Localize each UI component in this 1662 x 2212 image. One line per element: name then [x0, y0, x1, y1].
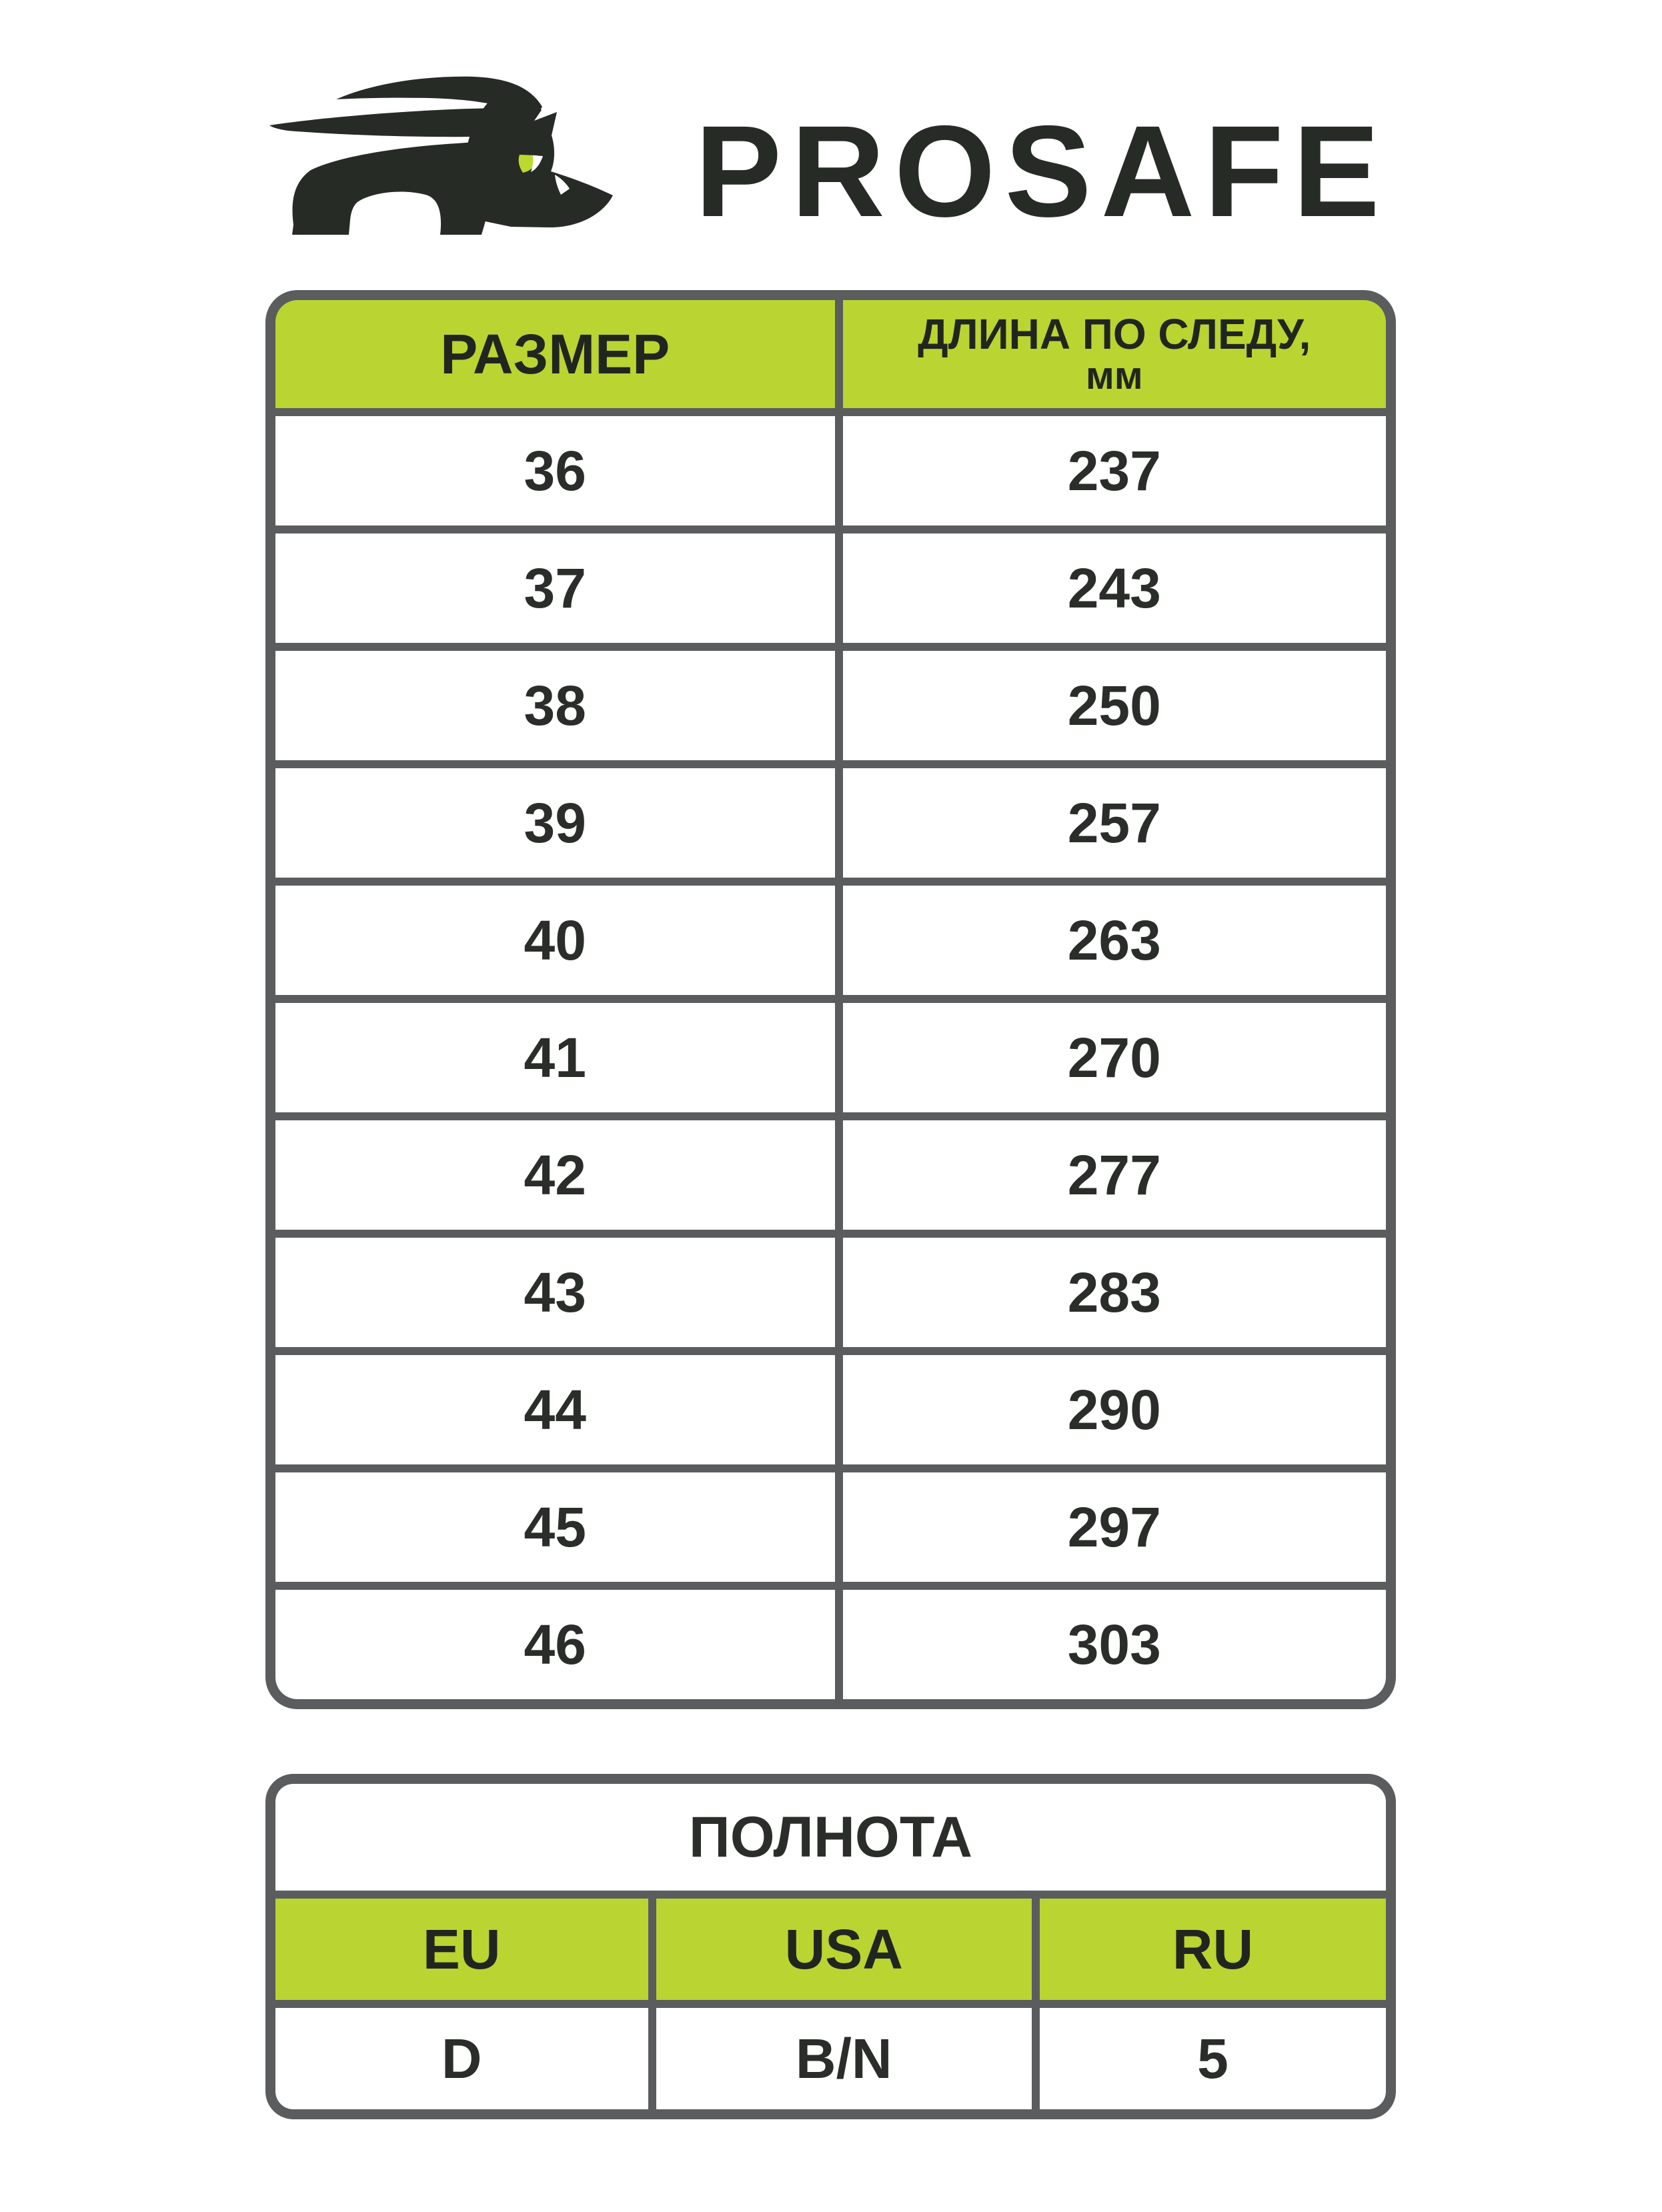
size-cell: 38 [275, 651, 835, 760]
length-cell: 257 [843, 768, 1386, 878]
size-cell: 40 [275, 886, 835, 995]
length-cell: 250 [843, 651, 1386, 760]
fullness-value-eu: D [275, 2008, 648, 2109]
length-cell: 237 [843, 416, 1386, 525]
fullness-header-eu: EU [275, 1899, 648, 2000]
fullness-title: ПОЛНОТА [275, 1784, 1386, 1891]
size-cell: 44 [275, 1355, 835, 1464]
length-cell: 263 [843, 886, 1386, 995]
size-cell: 37 [275, 533, 835, 643]
length-header-line1: ДЛИНА ПО СЛЕДУ, [918, 309, 1311, 358]
fullness-header-usa: USA [656, 1899, 1032, 2000]
size-cell: 36 [275, 416, 835, 525]
length-cell: 297 [843, 1472, 1386, 1582]
length-cell: 283 [843, 1238, 1386, 1347]
size-cell: 43 [275, 1238, 835, 1347]
fullness-header-ru: RU [1040, 1899, 1386, 2000]
brand-text: PROSAFE [695, 99, 1389, 244]
size-cell: 46 [275, 1590, 835, 1699]
rhino-logo-icon [253, 33, 627, 253]
length-cell: 277 [843, 1120, 1386, 1230]
length-column-header [843, 300, 1386, 408]
length-cell: 303 [843, 1590, 1386, 1699]
length-cell: 270 [843, 1003, 1386, 1112]
fullness-table [265, 1774, 1396, 2119]
size-column-header: РАЗМЕР [275, 300, 835, 408]
size-cell: 42 [275, 1120, 835, 1230]
size-cell: 39 [275, 768, 835, 878]
size-cell: 45 [275, 1472, 835, 1582]
fullness-value-usa: B/N [656, 2008, 1032, 2109]
length-cell: 243 [843, 533, 1386, 643]
size-table [265, 290, 1396, 1709]
length-header-line2: мм [1085, 354, 1143, 398]
size-cell: 41 [275, 1003, 835, 1112]
length-cell: 290 [843, 1355, 1386, 1464]
fullness-value-ru: 5 [1040, 2008, 1386, 2109]
